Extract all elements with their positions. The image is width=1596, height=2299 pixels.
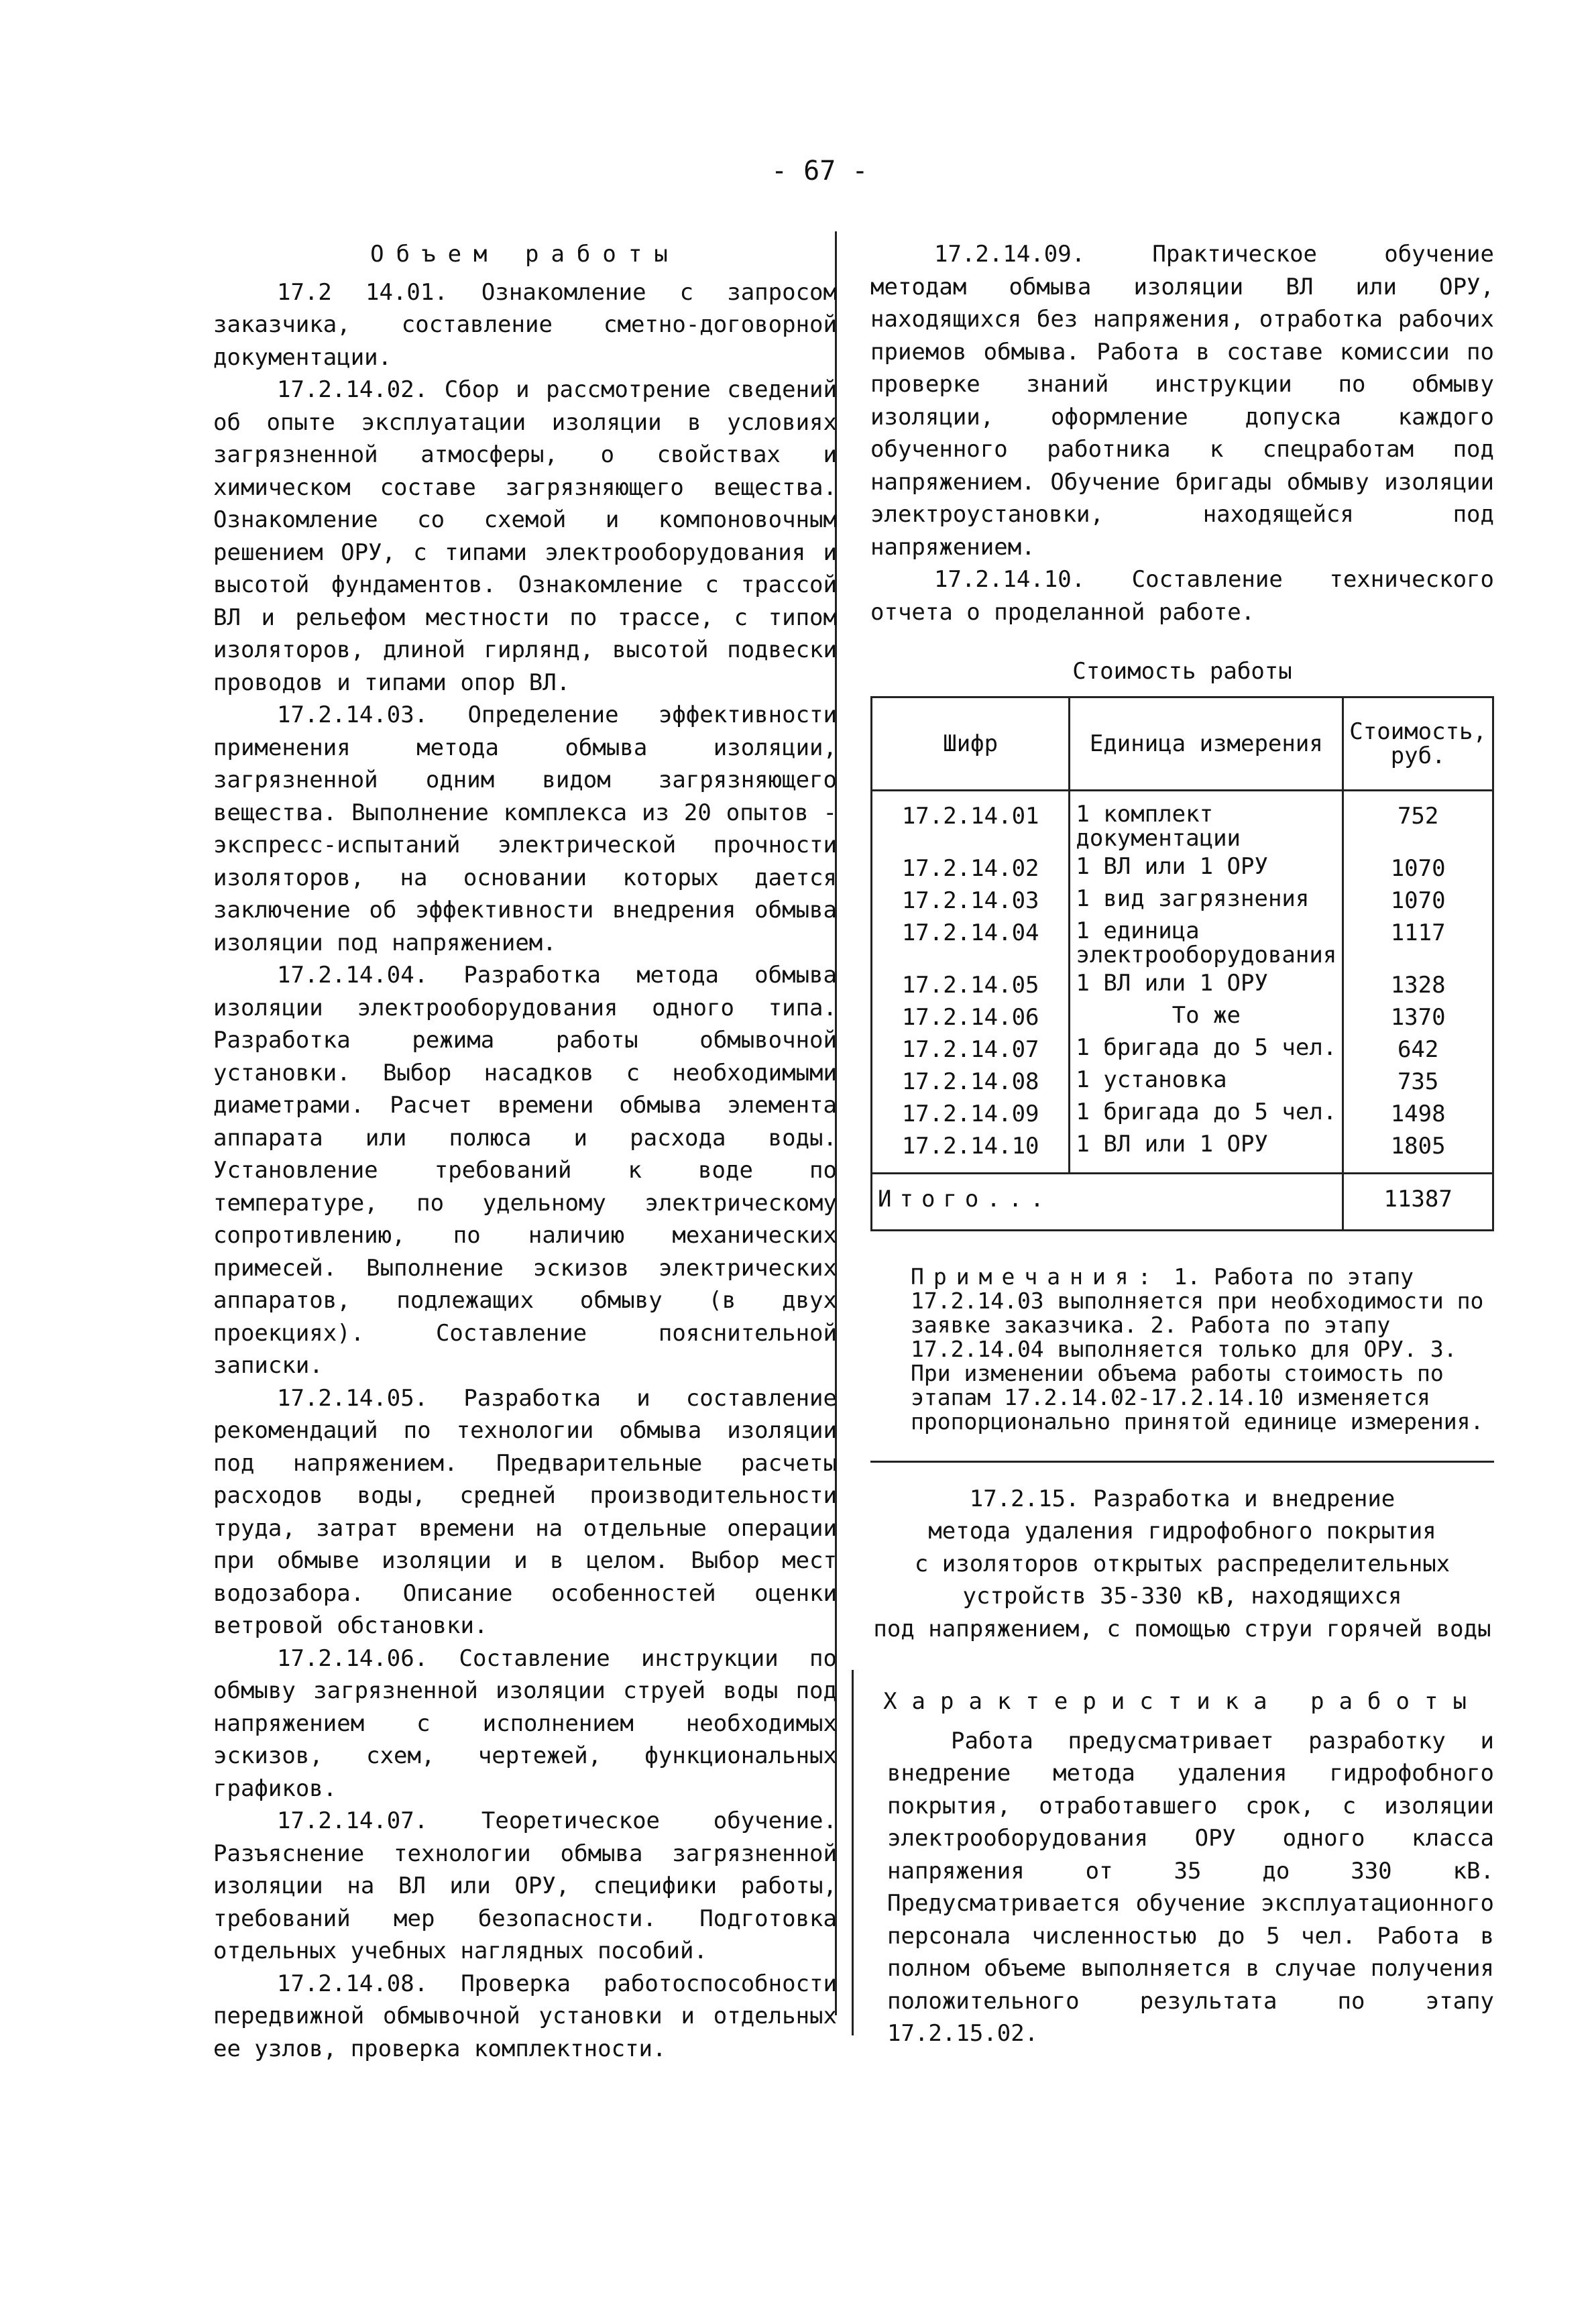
cell-cost: 735 xyxy=(1343,1066,1493,1098)
total-label: Итого... xyxy=(872,1173,1343,1230)
cell-unit: 1 вид загрязнения xyxy=(1070,885,1343,917)
cell-code: 17.2.14.10 xyxy=(872,1130,1070,1174)
table-total-row xyxy=(872,1173,1493,1230)
description: Работа предусматривает разработку и внедрение метода удаления гидрофобного покрытия, отработавшего срок, с изоляции электрооборудования ОРУ одного класса напряжения от 35 до 330 кВ. Предусматривается обучение эксплуатационного персонала численностью до 5 чел. Работа в полном объеме выполняется в случае получения положительного результата по этапу 17.2.15.02. xyxy=(887,1727,1494,2047)
table-row xyxy=(872,1033,1493,1066)
total-value: 11387 xyxy=(1343,1173,1493,1230)
section-title-line: с изоляторов открытых распределительных xyxy=(914,1550,1450,1577)
page-number: - 67 - xyxy=(771,156,868,186)
cell-cost: 1117 xyxy=(1343,917,1493,969)
table-row xyxy=(872,885,1493,917)
cell-cost: 1328 xyxy=(1343,969,1493,1001)
cell-unit: 1 ВЛ или 1 ОРУ xyxy=(1070,852,1343,885)
section-title-line: под напряжением, с помощью струи горячей воды xyxy=(873,1615,1491,1642)
section-title xyxy=(870,1483,1494,1646)
table-notes xyxy=(911,1265,1494,1434)
cell-code: 17.2.14.01 xyxy=(872,790,1070,852)
cell-code: 17.2.14.08 xyxy=(872,1066,1070,1098)
cell-unit: 1 бригада до 5 чел. xyxy=(1070,1033,1343,1066)
section-heading: Объем работы xyxy=(370,241,680,268)
cell-unit: 1 ВЛ или 1 ОРУ xyxy=(1070,969,1343,1001)
cell-code: 17.2.14.03 xyxy=(872,885,1070,917)
section-divider xyxy=(870,1461,1494,1463)
paragraph: 17.2.14.08. Проверка работоспособности передвижной обмывочной установки и отдельных ее узлов, проверка комплектности. xyxy=(213,1970,837,2062)
table-row xyxy=(872,1001,1493,1033)
section-title-line: устройств 35-330 кВ, находящихся xyxy=(962,1583,1402,1610)
cell-unit: 1 бригада до 5 чел. xyxy=(1070,1098,1343,1130)
header-unit: Единица измерения xyxy=(1070,697,1343,790)
paragraph: 17.2.14.10. Составление технического отчета о проделанной работе. xyxy=(870,566,1494,626)
table-header-row xyxy=(872,697,1493,790)
cell-code: 17.2.14.02 xyxy=(872,852,1070,885)
table-row xyxy=(872,1098,1493,1130)
cost-table xyxy=(870,696,1494,1231)
cell-code: 17.2.14.04 xyxy=(872,917,1070,969)
cell-cost: 1805 xyxy=(1343,1130,1493,1174)
paragraph: 17.2.14.05. Разработка и составление рекомендаций по технологии обмыва изоляции под напряжением. Предварительные расчеты расходов воды, средней производительности труда, затрат времени на отдельные операции при обмыве изоляции и в целом. Выбор мест водозабора. Описание особенностей оценки ветровой обстановки. xyxy=(213,1384,837,1639)
paragraph: 17.2.14.09. Практическое обучение методам обмыва изоляции ВЛ или ОРУ, находящихся без напряжения, отработка рабочих приемов обмыва. Работа в составе комиссии по проверке знаний инструкции по обмыву изоляции, оформление допуска каждого обученного работника к спецработам под напряжением. Обучение бригады обмыву изоляции электроустановки, находящейся под напряжением. xyxy=(870,241,1494,561)
cell-unit: 1 комплект документации xyxy=(1070,790,1343,852)
paragraph: 17.2.14.06. Составление инструкции по обмыву загрязненной изоляции струей воды под напряжением с исполнением необходимых эскизов, схем, чертежей, функциональных графиков. xyxy=(213,1644,837,1802)
subheading: Характеристика работы xyxy=(883,1688,1481,1715)
table-row xyxy=(872,1066,1493,1098)
paragraph: 17.2 14.01. Ознакомление с запросом заказчика, составление сметно-договорной документации. xyxy=(213,278,837,371)
cell-code: 17.2.14.06 xyxy=(872,1001,1070,1033)
paragraph: 17.2.14.03. Определение эффективности применения метода обмыва изоляции, загрязненной одним видом загрязняющего вещества. Выполнение комплекса из 20 опытов - экспресс-испытаний электрической прочности изоляторов, на основании которых дается заключение об эффективности внедрения обмыва изоляции под напряжением. xyxy=(213,702,837,956)
cell-cost: 642 xyxy=(1343,1033,1493,1066)
section-title-line: 17.2.15. Разработка и внедрение xyxy=(969,1485,1395,1512)
table-row xyxy=(872,969,1493,1001)
cell-cost: 752 xyxy=(1343,790,1493,852)
left-column xyxy=(213,238,837,2065)
table-row xyxy=(872,790,1493,852)
cell-cost: 1070 xyxy=(1343,885,1493,917)
table-row xyxy=(872,852,1493,885)
paragraph: 17.2.14.02. Сбор и рассмотрение сведений об опыте эксплуатации изоляции в условиях загрязненной атмосферы, о свойствах и химическом составе загрязняющего вещества. Ознакомление со схемой и компоновочным решением ОРУ, с типами электрооборудования и высотой фундаментов. Ознакомление с трассой ВЛ и рельефом местности по трассе, с типом изоляторов, длиной гирлянд, высотой подвески проводов и типами опор ВЛ. xyxy=(213,376,837,696)
cell-unit: 1 установка xyxy=(1070,1066,1343,1098)
cell-cost: 1498 xyxy=(1343,1098,1493,1130)
column-divider-right xyxy=(852,1670,854,2035)
cell-cost: 1370 xyxy=(1343,1001,1493,1033)
table-row xyxy=(872,917,1493,969)
cell-cost: 1070 xyxy=(1343,852,1493,885)
header-code: Шифр xyxy=(872,697,1070,790)
cell-unit: 1 ВЛ или 1 ОРУ xyxy=(1070,1130,1343,1174)
section-title-line: метода удаления гидрофобного покрытия xyxy=(928,1518,1436,1545)
right-column xyxy=(870,238,1494,2050)
cell-code: 17.2.14.05 xyxy=(872,969,1070,1001)
cell-code: 17.2.14.09 xyxy=(872,1098,1070,1130)
table-title: Стоимость работы xyxy=(1072,658,1292,685)
cell-code: 17.2.14.07 xyxy=(872,1033,1070,1066)
paragraph: 17.2.14.07. Теоретическое обучение. Разъяснение технологии обмыва загрязненной изоляции на ВЛ или ОРУ, специфики работы, требований мер безопасности. Подготовка отдельных учебных наглядных пособий. xyxy=(213,1807,837,1964)
table-row xyxy=(872,1130,1493,1174)
cell-unit: 1 единица электрооборудования xyxy=(1070,917,1343,969)
cell-unit: То же xyxy=(1070,1001,1343,1033)
header-cost: Стоимость, руб. xyxy=(1343,697,1493,790)
notes-label: Примечания: xyxy=(911,1263,1161,1290)
paragraph: 17.2.14.04. Разработка метода обмыва изоляции электрооборудования одного типа. Разработка режима работы обмывочной установки. Выбор насадков с необходимыми диаметрами. Расчет времени обмыва элемента аппарата или полюса и расхода воды. Установление требований к воде по температуре, по удельному электрическому сопротивлению, по наличию механических примесей. Выполнение эскизов электрических аппаратов, подлежащих обмыву (в двух проекциях). Составление пояснительной записки. xyxy=(213,962,837,1379)
notes-text: 1. Работа по этапу 17.2.14.03 выполняется при необходимости по заявке заказчика. 2. Работа по этапу 17.2.14.04 выполняется только для ОРУ. 3. При изменении объема работы стоимость по этапам 17.2.14.02-17.2.14.10 изменяется пропорционально принятой единице измерения. xyxy=(911,1263,1484,1435)
